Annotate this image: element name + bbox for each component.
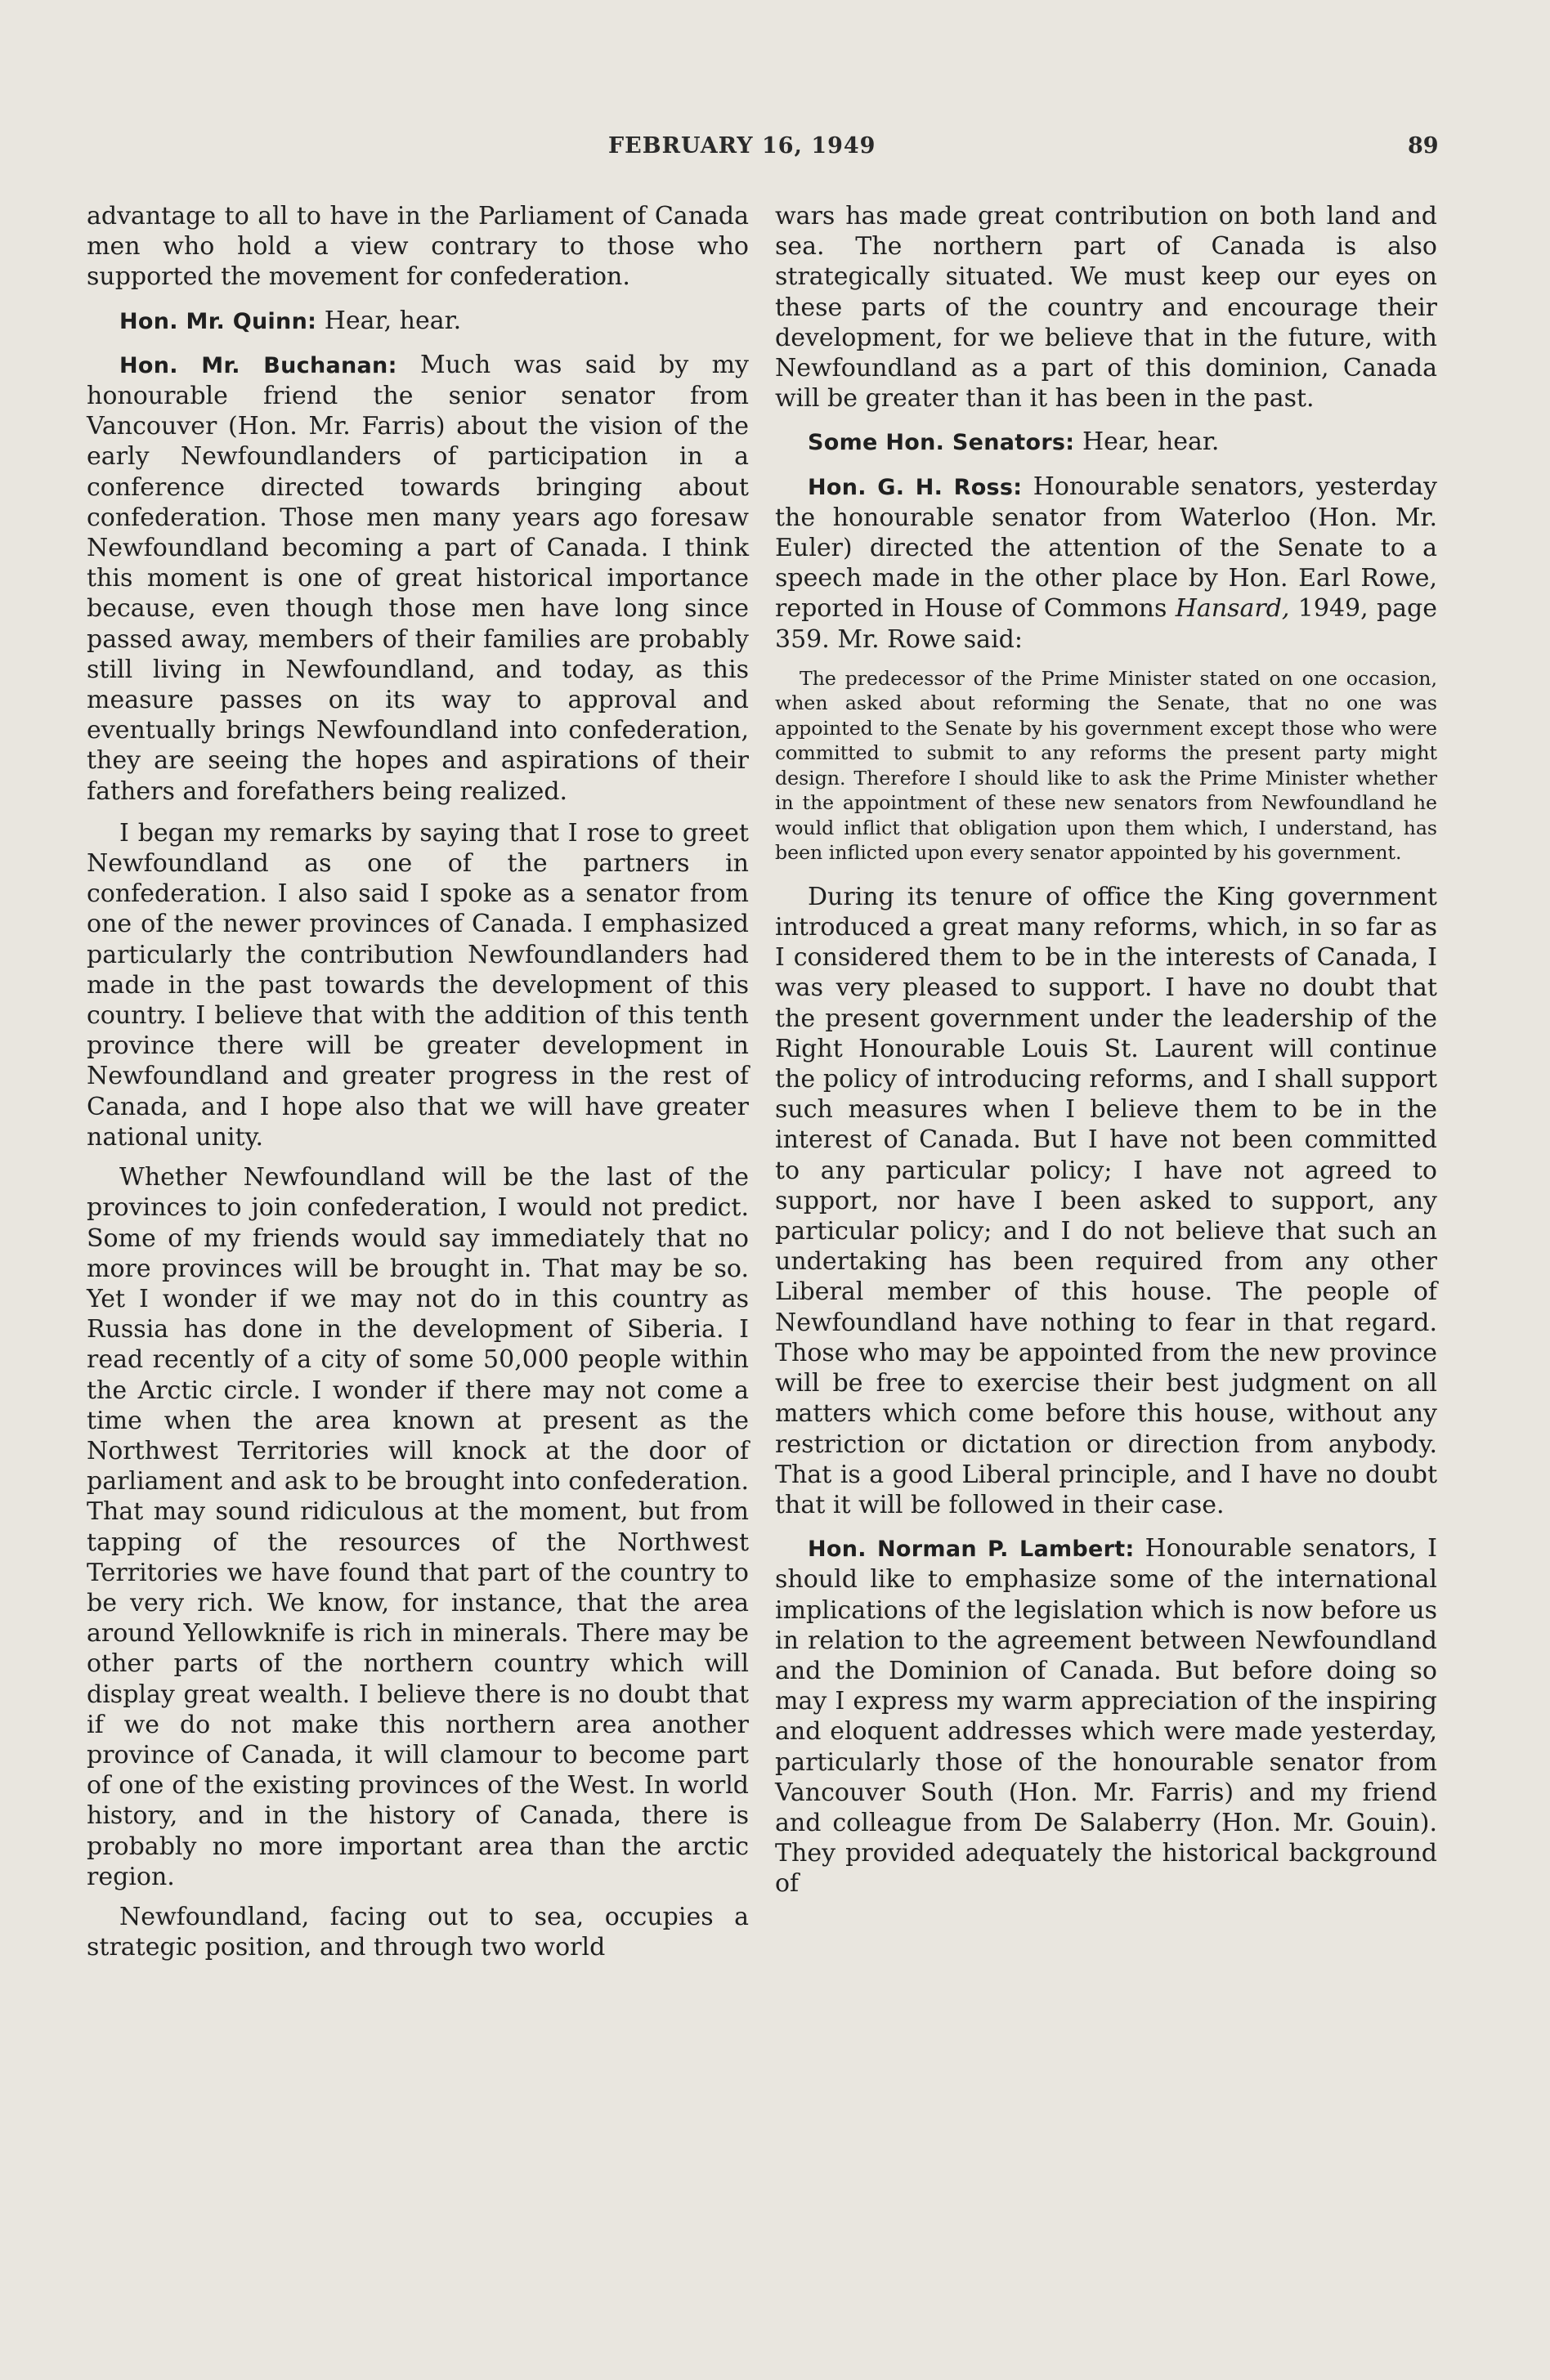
page-title: FEBRUARY 16, 1949 (608, 133, 876, 159)
page-header (0, 133, 1550, 169)
paragraph: wars has made great contribution on both land and sea. The northern part of Canada is also strategically situated. We must keep our eyes on these parts of the country and encourage their development, for we believe that in the future, with Newfoundland as a part of this dominion, Canada will be greater than it has been in the past. (775, 202, 1437, 414)
speech-text: 1949, page 359. Mr. Rowe said: (775, 594, 1438, 654)
block-quote: The predecessor of the Prime Minister stated on one occasion, when asked about reforming the Senate, that no one was appointed to the Senate by his government except those who were committed to submit to any reforms the present party might design. Therefore I should like to ask the Prime Minister whether in the appointment of these new senators from Newfoundland he would inflict that obligation upon them which, I understand, has been inflicted upon every senator appointed by his government. (775, 666, 1437, 865)
speech-text: Honourable senators, I should like to emphasize some of the international implications of the legislation which is now before us in relation to the agreement between Newfoundland and the Dominion of Canada. But before doing so may I express my warm appreciation of the inspiring and eloquent addresses which were made yesterday, particularly those of the honourable senator from Vancouver South (Hon. Mr. Farris) and my friend and colleague from De Salaberry (Hon. Mr. Gouin). They provided adequately the historical background of (775, 1534, 1437, 1899)
speech-text: Honourable senators, yesterday the honourable senator from Waterloo (Hon. Mr. Euler) directed the attention of the Senate to a speech made in the other place by Hon. Earl Rowe, reported in House of Commons (775, 472, 1437, 624)
speech-lambert (775, 1533, 1437, 1899)
speech-text: Much was said by my honourable friend the senior senator from Vancouver (Hon. Mr. Farris) about the vision of the early Newfoundlanders of participation in a conference directed towards bringing about confederation. Those men many years ago foresaw Newfoundland becoming a part of Canada. I think this moment is one of great historical importance because, even though those men have long since passed away, members of their families are probably still living in Newfoundland, and today, as this measure passes on its way to approval and eventually brings Newfoundland into confederation, they are seeing the hopes and aspirations of their fathers and forefathers being realized. (87, 350, 749, 806)
speaker-name: Hon. Mr. Quinn: (119, 308, 317, 334)
paragraph: I began my remarks by saying that I rose to greet Newfoundland as one of the partners in confederation. I also said I spoke as a senator from one of the newer provinces of Canada. I emphasized particularly the contribution Newfoundlanders had made in the past towards the development of this country. I believe that with the addition of this tenth province there will be greater development in Newfoundland and greater progress in the rest of Canada, and I hope also that we will have greater national unity. (87, 818, 749, 1152)
left-column (87, 201, 749, 1962)
speaker-name: Hon. Norman P. Lambert: (808, 1537, 1135, 1563)
hansard-title: Hansard, (1175, 594, 1290, 624)
right-column (775, 201, 1437, 1911)
paragraph: Whether Newfoundland will be the last of the provinces to join confederation, I would not predict. Some of my friends would say immediately that no more provinces will be brought in. That may be so. Yet I wonder if we may not do in this country as Russia has done in the development of Siberia. I read recently of a city of some 50,000 people within the Arctic circle. I wonder if there may not come a time when the area known at present as the Northwest Territories will knock at the door of parliament and ask to be brought into confederation. That may sound ridiculous at the moment, but from tapping of the resources of the Northwest Territories we have found that part of the country to be very rich. We know, for instance, that the area around Yellowknife is rich in minerals. There may be other parts of the northern country which will display great wealth. I believe there is no doubt that if we do not make this northern area another province of Canada, it will clamour to become part of one of the existing provinces of the West. In world history, and in the history of Canada, there is probably no more important area than the arctic region. (87, 1163, 749, 1891)
speech-text: Hear, hear. (324, 306, 462, 335)
speaker-name: Some Hon. Senators: (808, 430, 1075, 456)
page-number: 89 (1408, 133, 1439, 159)
speech-quinn (87, 306, 749, 337)
paragraph: Newfoundland, facing out to sea, occupies a strategic position, and through two world (87, 1902, 749, 1962)
speech-buchanan (87, 350, 749, 807)
paragraph: advantage to all to have in the Parliament of Canada men who hold a view contrary to those who supported the movement for confederation. (87, 202, 749, 292)
speech-some-senators (775, 427, 1437, 458)
speech-ross (775, 472, 1437, 655)
speech-text: Hear, hear. (1082, 427, 1220, 457)
paragraph: During its tenure of office the King government introduced a great many reforms, which, in so far as I considered them to be in the interests of Canada, I was very pleased to support. I have no doubt that the present government under the leadership of the Right Honourable Louis St. Laurent will continue the policy of introducing reforms, and I shall support such measures when I believe them to be in the interest of Canada. But I have not been committed to any particular policy; I have not agreed to support, nor have I been asked to support, any particular policy; and I do not believe that such an undertaking has been required from any other Liberal member of this house. The people of Newfoundland have nothing to fear in that regard. Those who may be appointed from the new province will be free to exercise their best judgment on all matters which come before this house, without any restriction or dictation or direction from anybody. That is a good Liberal principle, and I have no doubt that it will be followed in their case. (775, 882, 1437, 1519)
speaker-name: Hon. Mr. Buchanan: (119, 352, 397, 378)
speaker-name: Hon. G. H. Ross: (808, 474, 1023, 500)
